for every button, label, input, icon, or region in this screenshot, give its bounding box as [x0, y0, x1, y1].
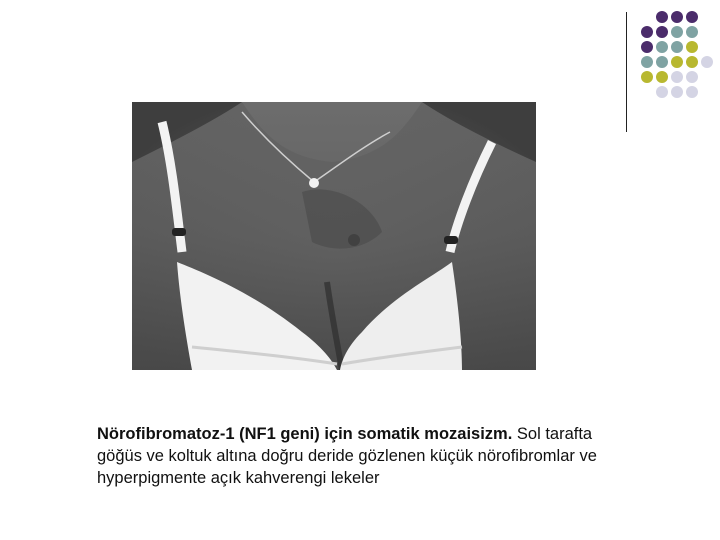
- decorative-dot: [641, 41, 653, 53]
- figure-caption: [97, 423, 617, 489]
- decorative-dot: [671, 26, 683, 38]
- decorative-vertical-line: [626, 12, 627, 132]
- decorative-dot: [641, 56, 653, 68]
- decorative-dot: [641, 26, 653, 38]
- decorative-dot: [686, 71, 698, 83]
- decorative-dot: [671, 56, 683, 68]
- decorative-dot: [671, 41, 683, 53]
- clinical-photo: [132, 102, 536, 370]
- decorative-dot: [656, 41, 668, 53]
- decorative-dot: [656, 56, 668, 68]
- decorative-dot: [656, 26, 668, 38]
- decorative-dot: [686, 11, 698, 23]
- decorative-dot: [671, 11, 683, 23]
- caption-bold-text: Nörofibromatoz-1 (NF1 geni) için somatik mozaisizm.: [97, 425, 513, 443]
- decorative-dot: [686, 41, 698, 53]
- decorative-dot: [671, 86, 683, 98]
- decorative-dot: [656, 11, 668, 23]
- decorative-dot: [701, 56, 713, 68]
- decorative-dot: [686, 26, 698, 38]
- decorative-dot: [656, 86, 668, 98]
- decorative-dot: [656, 71, 668, 83]
- decorative-dot: [686, 56, 698, 68]
- decorative-dot: [641, 71, 653, 83]
- decorative-dot: [686, 86, 698, 98]
- caption-text: Sol tarafta göğüs ve koltuk altına doğru deride gözlenen küçük nörofibromlar ve hyperpigmente açık kahverengi lekeler: [97, 425, 597, 487]
- decorative-dot: [671, 71, 683, 83]
